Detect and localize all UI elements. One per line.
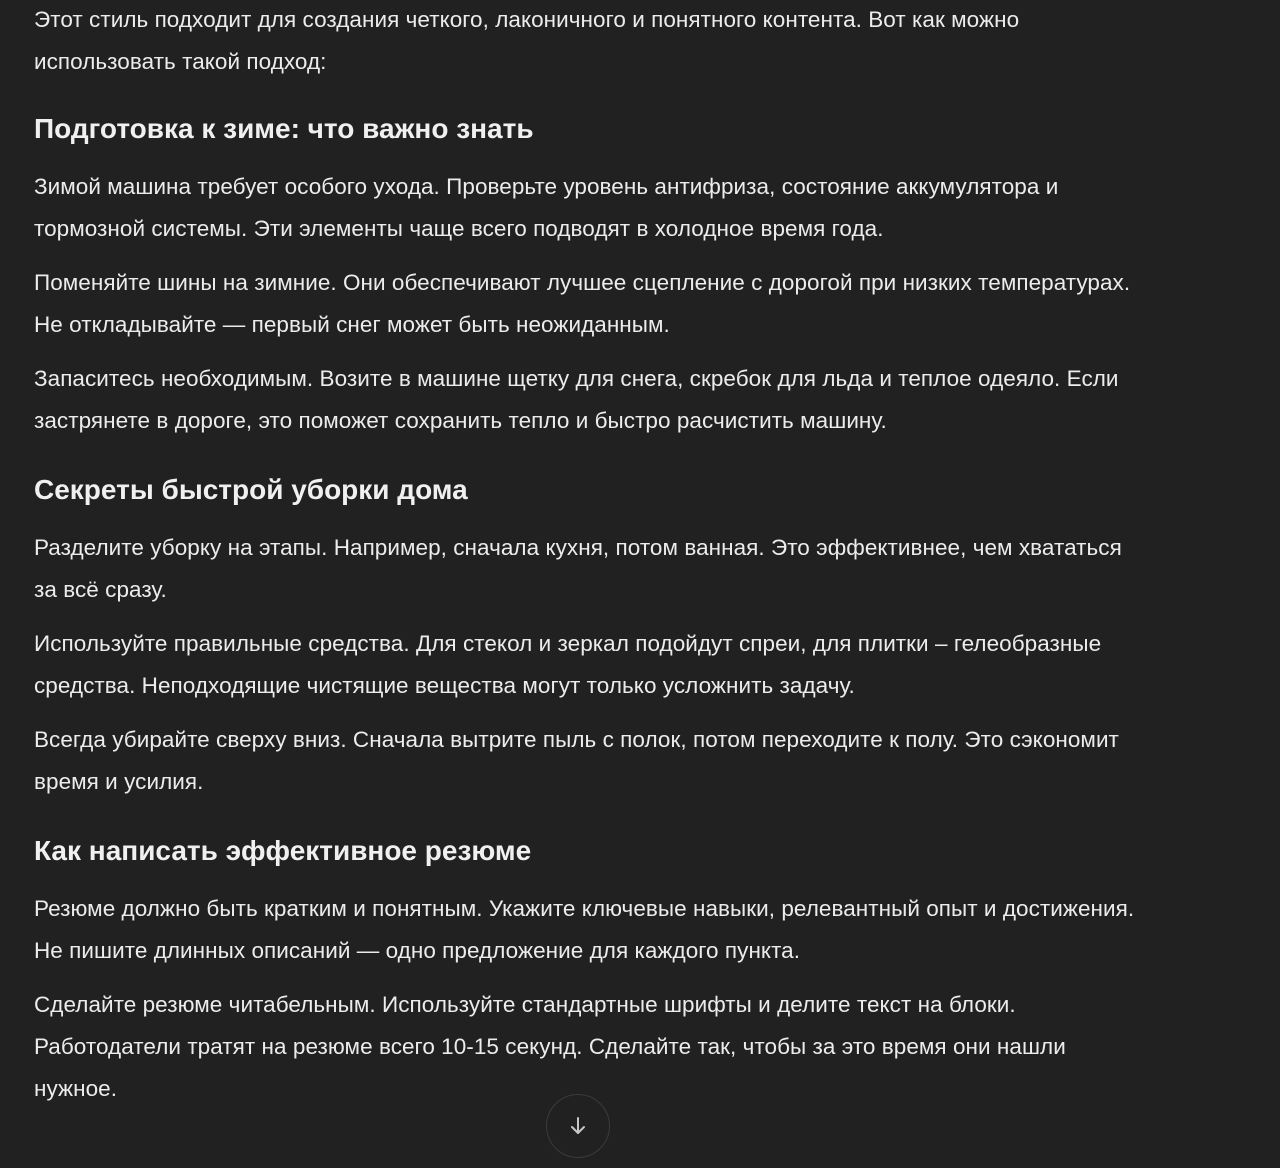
paragraph-resume-1: Резюме должно быть кратким и понятным. Укажите ключевые навыки, релевантный опыт и достижения. Не пишите длинных описаний — одно предложение для каждого пункта. bbox=[34, 896, 1135, 963]
section-heading-cleaning: Секреты быстрой уборки дома bbox=[34, 474, 468, 505]
paragraph-winter-3: Запаситесь необходимым. Возите в машине щетку для снега, скребок для льда и теплое одеяло. Если застрянете в дороге, это поможет сохранить тепло и быстро расчистить машину. bbox=[34, 366, 1119, 433]
section-heading-resume: Как написать эффективное резюме bbox=[34, 835, 532, 866]
paragraph-cleaning-2: Используйте правильные средства. Для стекол и зеркал подойдут спреи, для плитки – гелеобразные средства. Неподходящие чистящие вещества могут только усложнить задачу. bbox=[34, 631, 1102, 698]
intro-paragraph: Этот стиль подходит для создания четкого, лаконичного и понятного контента. Вот как можно использовать такой подход: bbox=[34, 7, 1020, 74]
paragraph-winter-2: Поменяйте шины на зимние. Они обеспечивают лучшее сцепление с дорогой при низких температурах. Не откладывайте — первый снег может быть неожиданным. bbox=[34, 270, 1131, 337]
paragraph-cleaning-3: Всегда убирайте сверху вниз. Сначала вытрите пыль с полок, потом переходите к полу. Это сэкономит время и усилия. bbox=[34, 727, 1119, 794]
assistant-message bbox=[34, 0, 1144, 1110]
section-heading-winter: Подготовка к зиме: что важно знать bbox=[34, 113, 534, 144]
scroll-to-bottom-button[interactable] bbox=[546, 1094, 610, 1158]
paragraph-resume-2: Сделайте резюме читабельным. Используйте стандартные шрифты и делите текст на блоки. Работодатели тратят на резюме всего 10-15 секунд. Сделайте так, чтобы за это время они нашли нужное. bbox=[34, 992, 1066, 1101]
paragraph-cleaning-1: Разделите уборку на этапы. Например, сначала кухня, потом ванная. Это эффективнее, чем хвататься за всё сразу. bbox=[34, 535, 1122, 602]
paragraph-winter-1: Зимой машина требует особого ухода. Проверьте уровень антифриза, состояние аккумулятора и тормозной системы. Эти элементы чаще всего подводят в холодное время года. bbox=[34, 174, 1059, 241]
arrow-down-icon bbox=[566, 1114, 590, 1138]
